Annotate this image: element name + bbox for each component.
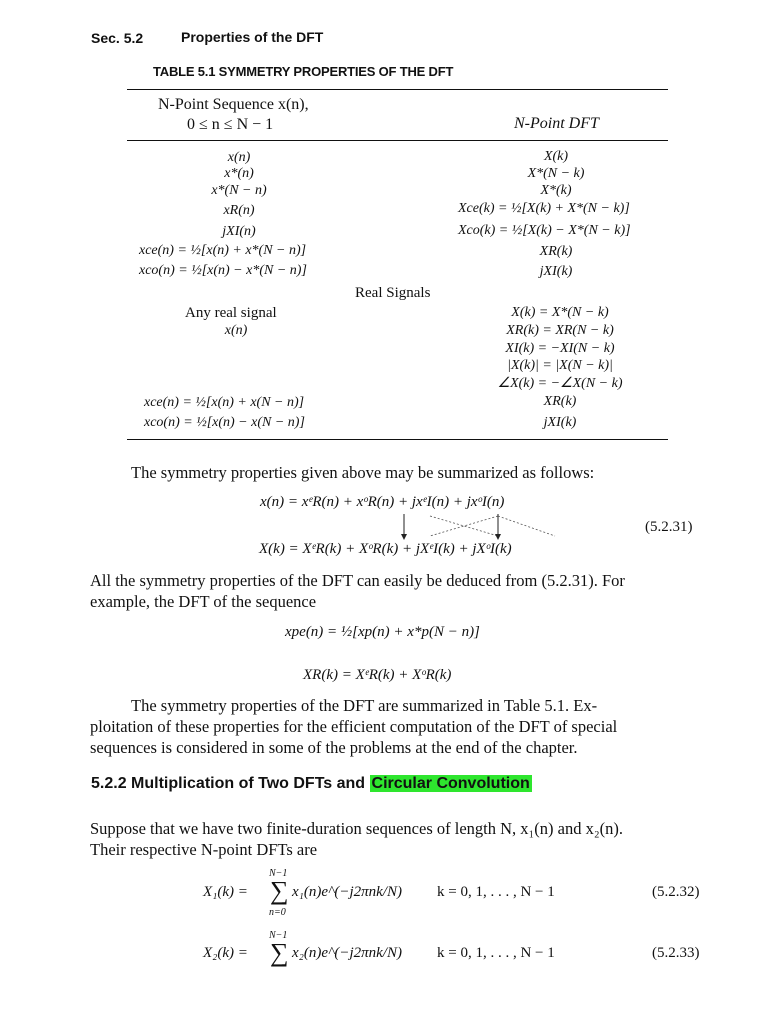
equation: XR(k) = XᵉR(k) + XᵒR(k) [303, 667, 452, 683]
equation-range: k = 0, 1, . . . , N − 1 [437, 884, 555, 900]
subsection-heading [91, 775, 532, 793]
table-left-row: jXI(n) [222, 224, 256, 239]
equation-number: (5.2.32) [652, 884, 700, 900]
equation-lhs: X₂(k) = [203, 945, 248, 961]
equation-number: (5.2.33) [652, 945, 700, 961]
col1-head-line1: N-Point Sequence x(n), [158, 96, 309, 113]
equation-arrows [390, 512, 570, 542]
paragraph: Suppose that we have two finite-duration sequences of length N, x₁(n) and x₂(n). [90, 819, 623, 838]
table-left-row: xco(n) = ½[x(n) − x*(N − n)] [139, 263, 307, 278]
equation-body: x₂(n)e^(−j2πnk/N) [292, 945, 402, 961]
any-real-signal-label: Any real signal [185, 305, 277, 321]
equation-body: x₁(n)e^(−j2πnk/N) [292, 884, 402, 900]
paragraph: ploitation of these properties for the efficient computation of the DFT of special [90, 717, 618, 736]
table-left-row: x*(n) [224, 166, 254, 181]
equation-number: (5.2.31) [645, 519, 693, 535]
table-right-row: Xce(k) = ½[X(k) + X*(N − k)] [458, 201, 630, 216]
paragraph: The symmetry properties of the DFT are summarized in Table 5.1. Ex- [131, 696, 598, 715]
paragraph: sequences is considered in some of the problems at the end of the chapter. [90, 738, 578, 757]
table-real-right-row: ∠X(k) = −∠X(N − k) [497, 376, 623, 391]
table-real-right-row: jXI(k) [543, 415, 577, 430]
sum-upper-limit: N−1 [269, 930, 288, 941]
table-header-rule [127, 140, 668, 141]
col2-head: N-Point DFT [514, 115, 599, 132]
any-real-signal-x: x(n) [224, 323, 248, 338]
table-left-row: x*(N − n) [211, 183, 267, 198]
table-real-left-row: xce(n) = ½[x(n) + x(N − n)] [144, 395, 305, 410]
section-label: Sec. 5.2 [91, 30, 144, 46]
equation: xpe(n) = ½[xp(n) + x*p(N − n)] [285, 624, 480, 640]
table-real-right-row: |X(k)| = |X(N − k)| [507, 358, 613, 373]
equation-top: x(n) = xᵉR(n) + xᵒR(n) + jxᵉI(n) + jxᵒI(n) [260, 494, 505, 510]
equation-lhs: X₁(k) = [203, 884, 248, 900]
table-title: TABLE 5.1 SYMMETRY PROPERTIES OF THE DFT [153, 64, 454, 79]
table-right-row: Xco(k) = ½[X(k) − X*(N − k)] [458, 223, 631, 238]
table-real-right-row: XR(k) = XR(N − k) [506, 323, 614, 338]
table-right-row: X*(k) [540, 183, 572, 198]
table-right-row: XR(k) [539, 244, 573, 259]
table-right-row: X(k) [543, 149, 569, 164]
real-signals-label: Real Signals [355, 285, 431, 301]
table-left-row: x(n) [227, 150, 251, 165]
paragraph: The symmetry properties given above may be summarized as follows: [131, 463, 595, 482]
equation-range: k = 0, 1, . . . , N − 1 [437, 945, 555, 961]
subsection-heading-text: 5.2.2 Multiplication of Two DFTs and [91, 775, 366, 792]
equation-bottom: X(k) = XᵉR(k) + XᵒR(k) + jXᵉI(k) + jXᵒI(k) [259, 541, 512, 557]
col1-head-line2: 0 ≤ n ≤ N − 1 [187, 116, 274, 133]
summation-symbol: ∑ [270, 876, 289, 905]
table-real-right-row: X(k) = X*(N − k) [511, 305, 609, 320]
paragraph: example, the DFT of the sequence [90, 592, 317, 611]
table-real-left-row: xco(n) = ½[x(n) − x(N − n)] [144, 415, 305, 430]
section-title: Properties of the DFT [181, 29, 324, 45]
table-bottom-rule [127, 439, 668, 440]
table-real-right-row: XI(k) = −XI(N − k) [505, 341, 615, 356]
subsection-highlight: Circular Convolution [371, 775, 530, 792]
sum-lower-limit: n=0 [269, 907, 286, 918]
table-left-row: xce(n) = ½[x(n) + x*(N − n)] [139, 243, 307, 258]
table-right-row: X*(N − k) [527, 166, 585, 181]
table-real-right-row: XR(k) [543, 394, 577, 409]
paragraph: All the symmetry properties of the DFT can easily be deduced from (5.2.31). For [90, 571, 625, 590]
summation-symbol: ∑ [270, 938, 289, 967]
paragraph: Their respective N-point DFTs are [90, 840, 318, 859]
sum-upper-limit: N−1 [269, 868, 288, 879]
table-top-rule [127, 89, 668, 90]
table-left-row: xR(n) [223, 203, 255, 218]
table-right-row: jXI(k) [539, 264, 573, 279]
